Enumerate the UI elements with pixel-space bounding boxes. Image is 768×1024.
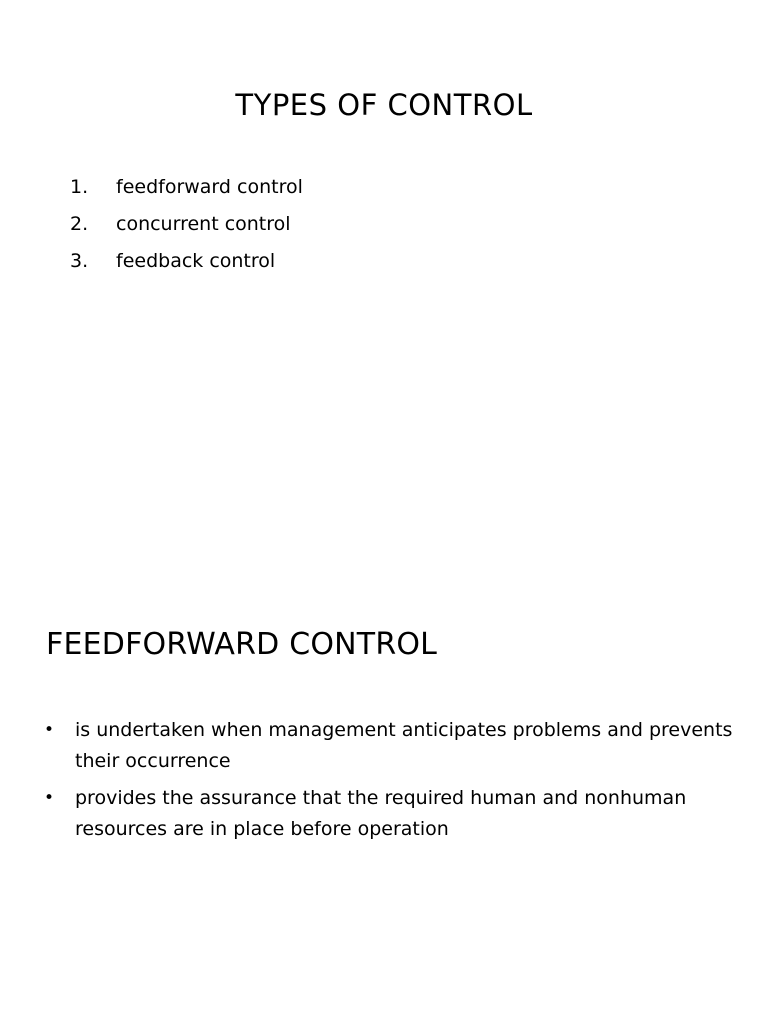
bullet-marker: •	[44, 720, 55, 740]
numbered-list	[70, 172, 303, 283]
bullet-list	[44, 715, 734, 851]
list-item	[70, 246, 303, 283]
slide-title: TYPES OF CONTROL	[235, 88, 533, 122]
list-number: 1.	[70, 176, 89, 198]
list-number: 3.	[70, 250, 89, 272]
list-number: 2.	[70, 213, 89, 235]
slide-feedforward-control	[0, 512, 768, 1024]
list-item-text: concurrent control	[116, 213, 291, 235]
list-item-text: feedforward control	[116, 176, 303, 198]
list-item	[70, 209, 303, 246]
list-item	[44, 783, 734, 845]
list-item	[44, 715, 734, 777]
list-item	[70, 172, 303, 209]
slide-title: FEEDFORWARD CONTROL	[46, 627, 438, 662]
list-item-text: feedback control	[116, 250, 276, 272]
bullet-text: provides the assurance that the required human and nonhuman resources are in place before operation	[75, 787, 687, 840]
bullet-text: is undertaken when management anticipates problems and prevents their occurrence	[75, 719, 733, 772]
bullet-marker: •	[44, 788, 55, 808]
